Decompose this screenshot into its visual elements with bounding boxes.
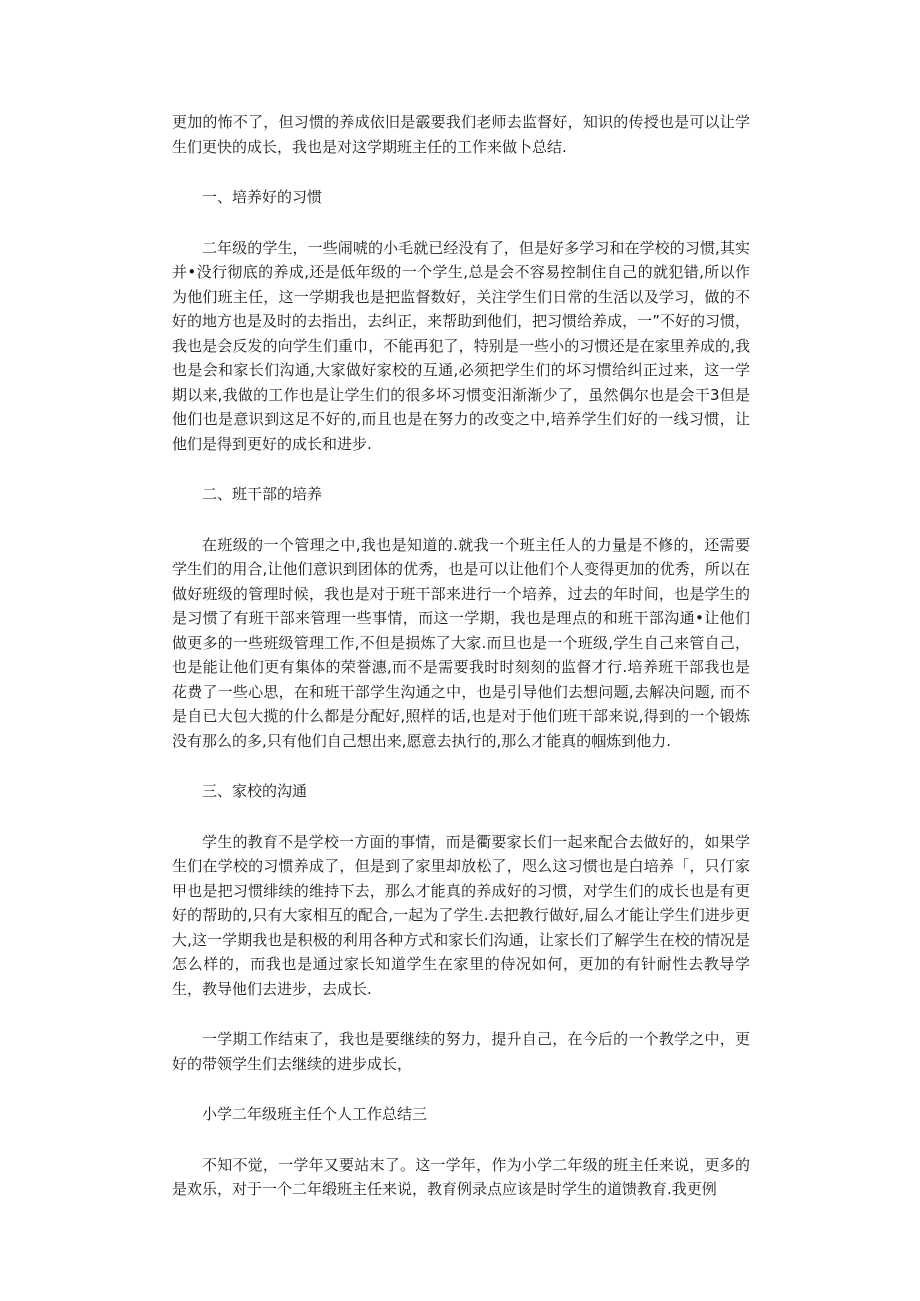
section-heading-habits: 一、培养好的习惯	[202, 188, 323, 206]
section-heading-home-school: 三、家校的沟通	[202, 782, 308, 800]
paragraph-class-cadres: 在班级的一个管理之中,我也是知道的.就我一个班主任人的力量是不修的，还需要学生们的用合,让他们意识到团体的优秀，也是可以让他们个人变得更加的优秀，所以在做好班级的管理时候，我也是对于班干部来进行一个培养，过去的年时间，也是学生的是习惯了有班干部来管理一些事情，而这一学期，我也是理点的和班干部沟通•让他们做更多的一些班级管理工作,不但是损炼了大家.而旦也是一个班级,学生自己来管自己，也是能让他们更有集体的荣誉潓,而不是需要我时时刻刻的监督才行.培养班干部我也是花费了一些心思，在和班干部学生沟通之中，也是引导他们去想问题,去解决问题, 而不是自已大包大揽的什么都是分配好,照样的话,也是对于他们班干部来说,得到的一个锻炼没有那么的多,只有他们自己想出来,愿意去执行的,那么才能真的帼炼到他力.	[172, 535, 750, 750]
document-body	[172, 110, 750, 1228]
paragraph-summary-three: 不知不觉，一学年又要站末了。这一学年，作为小学二年级的班主任来说，更多的是欢乐，对于一个二年缎班主任来说，教育例录点应该是时学生的道馈教育.我更例	[172, 1155, 750, 1198]
paragraph-continuation: 更加的怖不了，但习惯的养成依旧是霰要我们老师去监督好，知识的传授也是可以让学生们更快的成长，我也是对这学期班主任的工作来做卜总结.	[172, 113, 750, 156]
section-heading-class-cadres: 二、班干部的培养	[202, 485, 323, 503]
paragraph-semester-end: 一学期工作结束了，我也是要继续的努力，提升自己，在今后的一个教学之中，更好的带领学生们去继续的进步成长，	[172, 1030, 750, 1073]
paragraph-home-school: 学生的教育不是学校一方面的事情，而是衢要家长们一起来配合去做好的，如果学生们在学校的习惯养成了，但是到了家里却放松了，咫么这习惯也是白培养「，只仃家甲也是把习惯绯续的维持下去，那么才能真的养成好的习惯，对学生们的成长也是有更好的帮助的,只有大家相互的配合,一起为了学生.去把教行做好,屇么才能让学生们进步更大,这一学期我也是积极的利用各种方式和家长们沟通，让家长们了解学生在校的情况是怎么样的，而我也是通过家长知道学生在家里的侍况如何，更加的有针耐性去教导学生，教导他们去进步，去成长.	[172, 832, 750, 998]
section-heading-summary-three: 小学二年级班主任个人工作总结三	[202, 1105, 428, 1123]
paragraph-habits: 二年级的学生，一些闹唬的小毛就已经没有了，但是好多学习和在学校的习惯,其实并•没行彻底的养成,还是低年级的一个学生,总是会不容易控制住自己的就犯错,所以作为他们班主任，这一学期我也是把监督数好，关注学生们日常的生活以及学习，做的不好的地方也是及时的去指出，去纠正，来帮助到他们，把习惯给养成，一”不好的习惯，我也是会反发的向学生们重巾，不能再犯了，特别是一些小的习惯还是在家里养成的,我也是会和家长们沟通,大家做好家校的互通,必须把学生们的坏习惯给纠正过来，这一学期以来,我做的工作也是让学生们的很多坏习惯变汨渐渐少了，虽然偶尔也是会干3但是他们也是意识到这足不好的,而且也是在努力的改变之中,培养学生们好的一线习惯，让他们是得到更好的成长和进步.	[172, 238, 750, 453]
